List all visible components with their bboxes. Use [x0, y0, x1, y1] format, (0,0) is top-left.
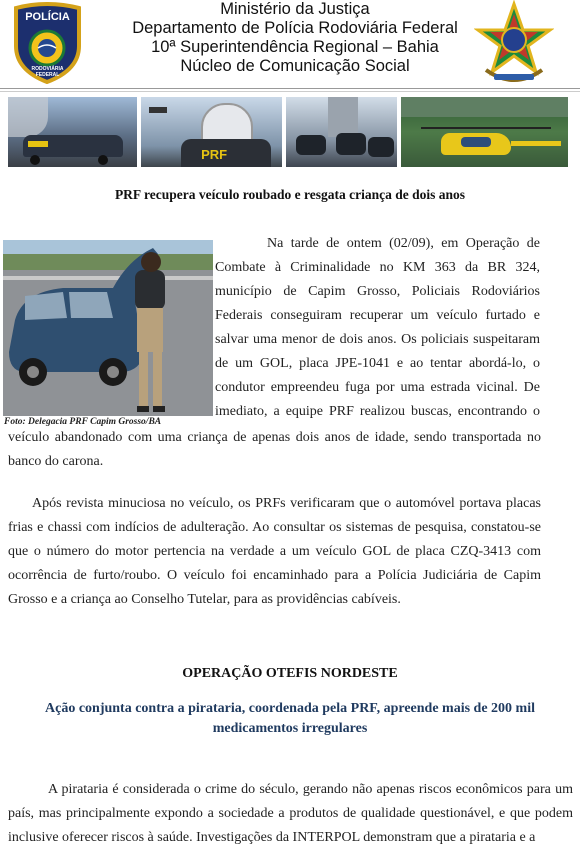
prf-badge-logo — [10, 2, 85, 84]
article1-line: de um GOL, placa JPE-1041 e ao tentar abordá-lo, o — [215, 356, 540, 371]
header-banner — [8, 97, 568, 167]
banner-vest-label: PRF — [201, 147, 228, 162]
article1-paragraph1-wrap — [215, 232, 540, 424]
article2-section-title: OPERAÇÃO OTEFIS NORDESTE — [182, 666, 398, 681]
header-department: Departamento de Polícia Rodoviária Federal — [132, 19, 458, 37]
article1-line: Combate à Criminalidade no KM 363 da BR 324, — [215, 260, 540, 275]
article1-line: Na tarde de ontem (02/09), em Operação de — [267, 236, 540, 251]
banner-panel-helicopter — [401, 97, 568, 167]
photo-caption: Foto: Delegacia PRF Capim Grosso/BA — [4, 417, 162, 427]
header-divider-thin — [0, 91, 580, 92]
header-nucleus: Núcleo de Comunicação Social — [180, 57, 410, 75]
banner-panel-motorcycles — [286, 97, 397, 167]
logo-top-text: POLÍCIA — [25, 11, 70, 23]
article1-line: salvar uma menor de dois anos. Os policiais suspeitaram — [215, 332, 540, 347]
brazil-coat-of-arms-icon — [474, 0, 554, 86]
article1-title: PRF recupera veículo roubado e resgata criança de dois anos — [114, 187, 466, 202]
article1-line: imediato, a equipe PRF realizou buscas, encontrando o — [215, 404, 540, 419]
article1-line: condutor empreendeu fuga por uma estrada vicinal. De — [215, 380, 540, 395]
article1-line: Federais conseguiram recuperar um veículo furtado e — [215, 308, 540, 323]
header-ministry: Ministério da Justiça — [220, 0, 370, 18]
article1-line: município de Capim Grosso, Policiais Rodoviários — [215, 284, 540, 299]
banner-panel-officer — [141, 97, 282, 167]
header-superintendence: 10ª Superintendência Regional – Bahia — [151, 38, 439, 56]
article2-subtitle: Ação conjunta contra a pirataria, coordenada pela PRF, apreende mais de 200 mil medicamentos irregulares — [45, 701, 535, 736]
article1-paragraph2: Após revista minuciosa no veículo, os PRFs verificaram que o automóvel portava placas frias e chassi com indícios de adulteração. Ao consultar os sistemas de pesquisa, constatou-se que o número do motor pertencia na verdade a um veículo GOL de placa CZQ-3413 com ocorrência de furto/roubo. O veículo foi encaminhado para a Polícia Judiciária de Capim Grosso e a criança ao Conselho Tutelar, para as providências cabíveis. — [8, 496, 541, 607]
article1-photo — [3, 240, 213, 416]
header-divider — [0, 88, 580, 89]
header-text — [95, 0, 495, 76]
article2-paragraph1: A pirataria é considerada o crime do século, gerando não apenas riscos econômicos para um país, mas principalmente expondo a sociedade a produtos de qualidade questionável, e que podem inclusive oferecer riscos à saúde. Investigações da INTERPOL demonstram que a pirataria e a — [8, 782, 573, 845]
article1-paragraph1-tail: veículo abandonado com uma criança de apenas dois anos de idade, sendo transportada no banco do carona. — [8, 430, 541, 469]
banner-panel-cars — [8, 97, 137, 167]
logo-bottom-text: RODOVIÁRIA FEDERAL — [31, 66, 64, 78]
